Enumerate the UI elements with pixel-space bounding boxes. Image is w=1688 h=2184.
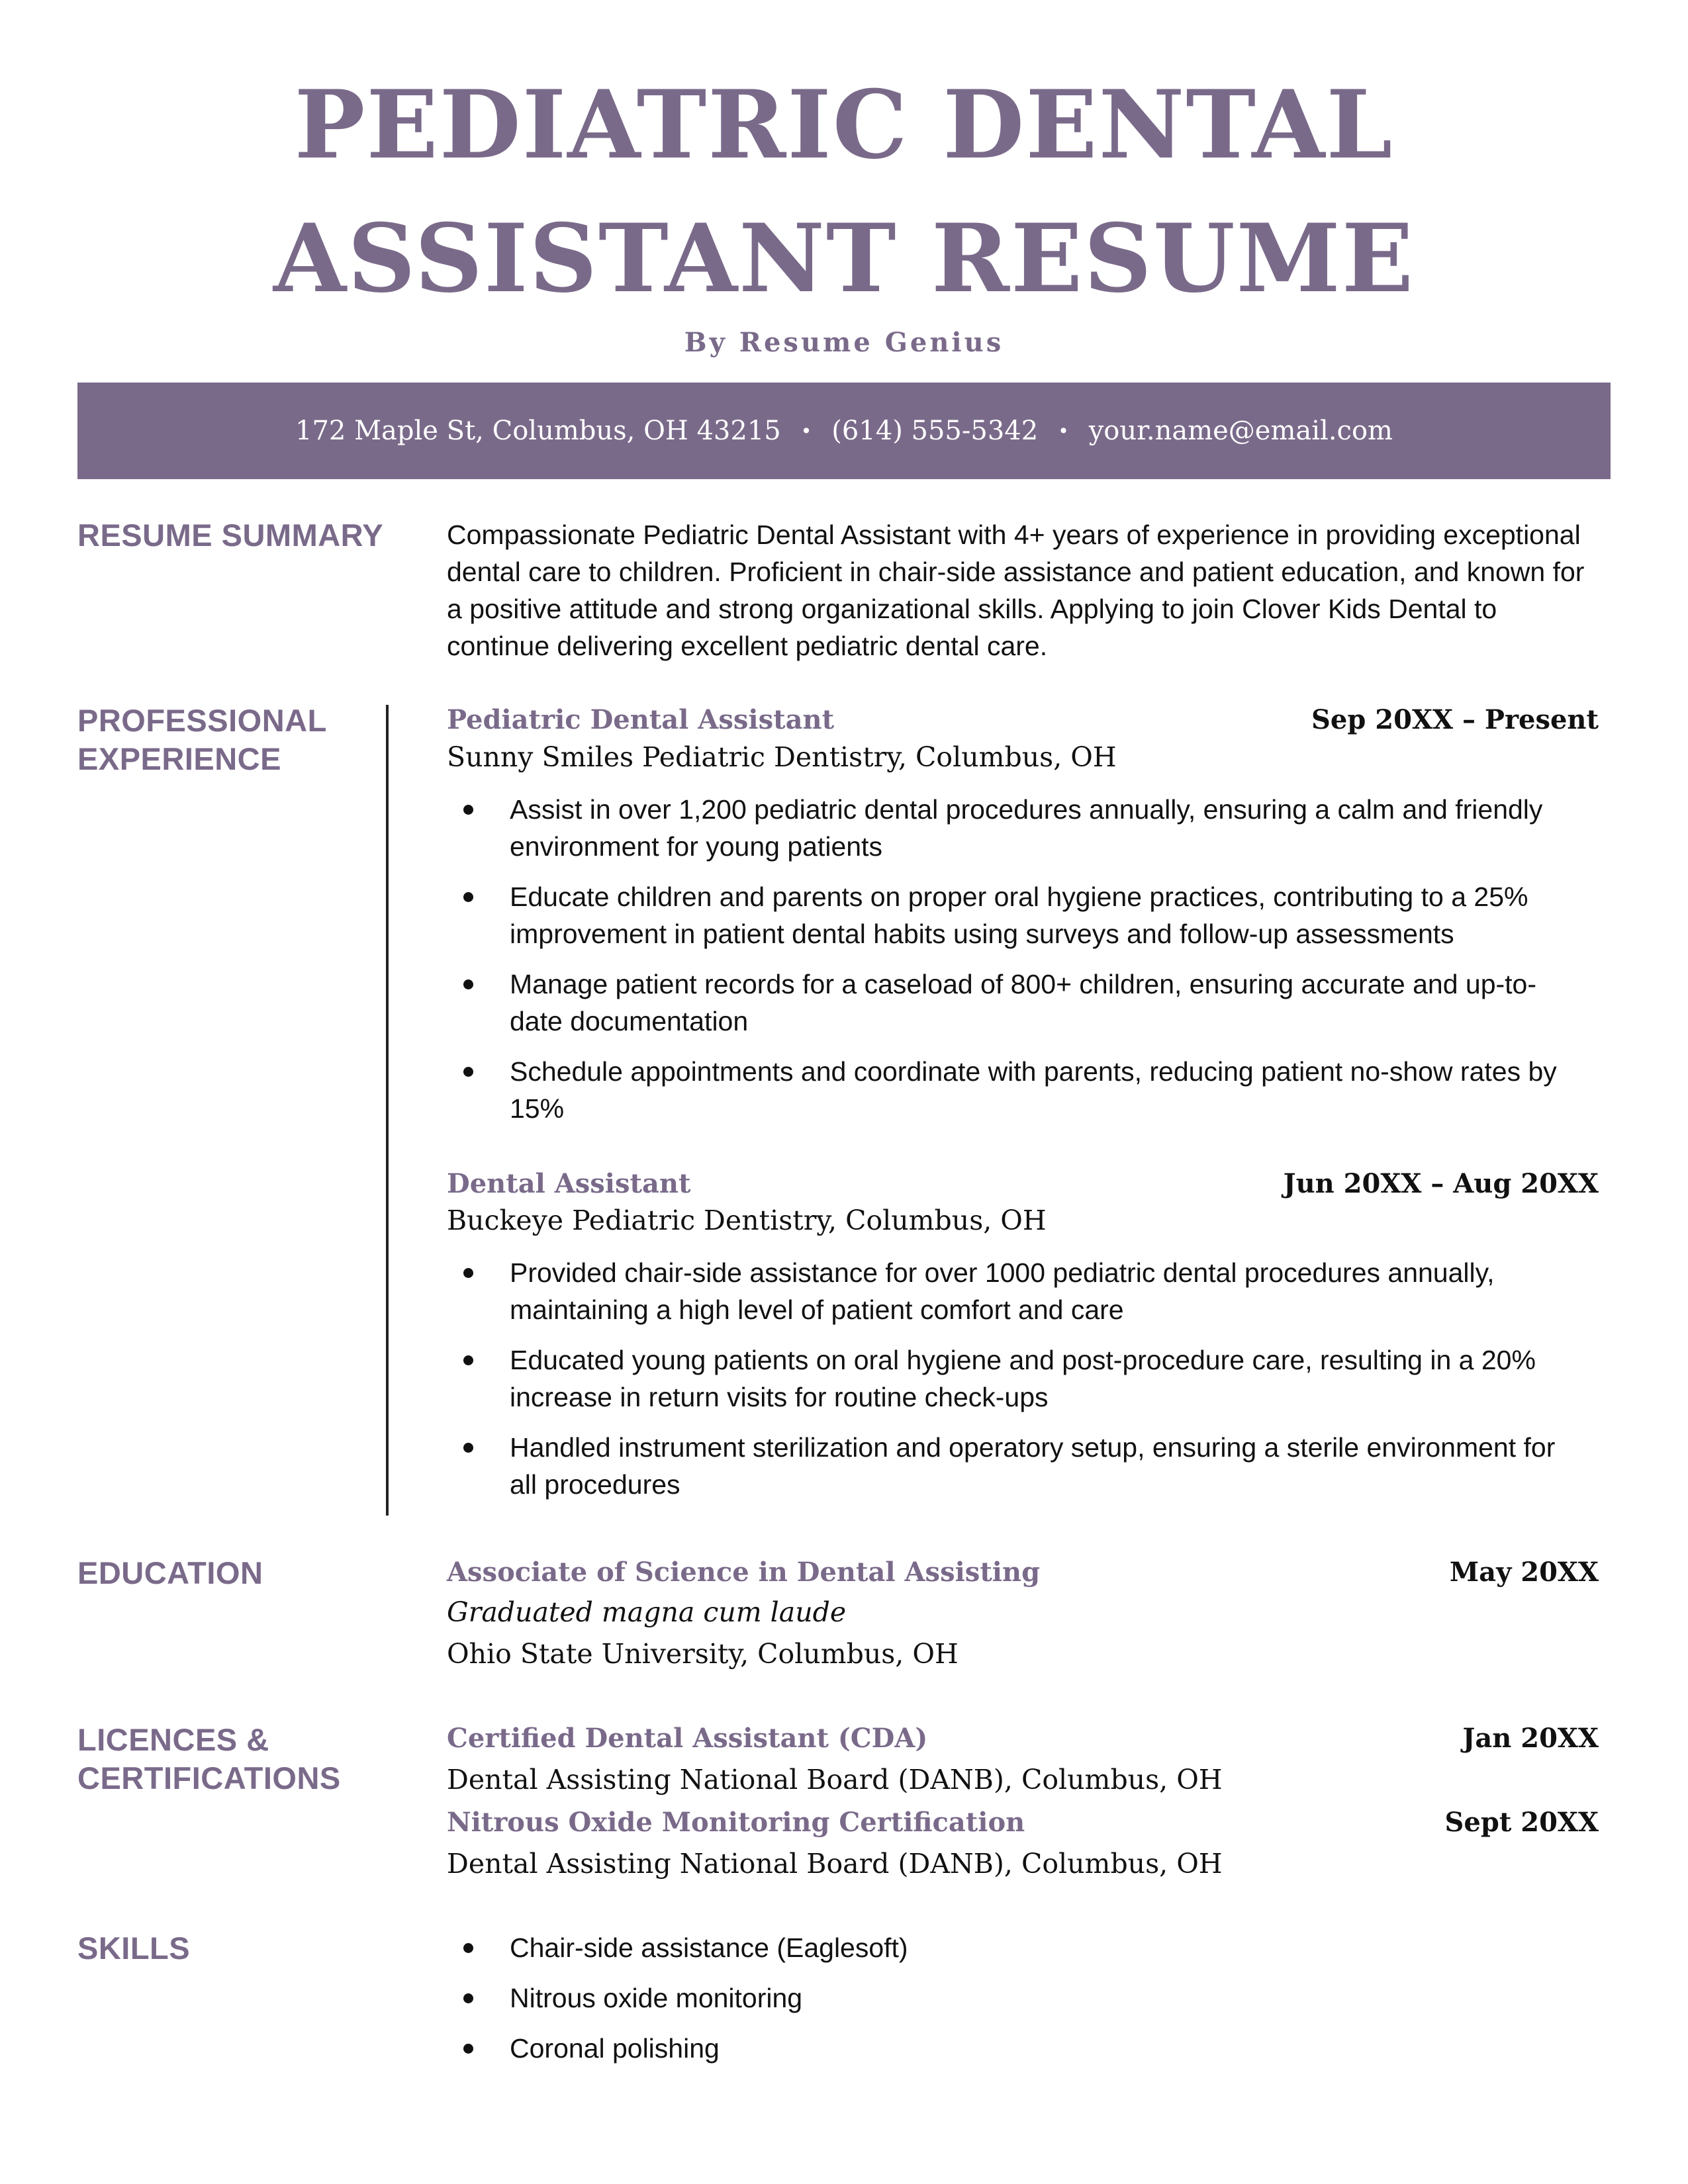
bullet-text: Educated young patients on oral hygiene and post-procedure care, resulting in a 20% increase in return visits for routine check-ups: [510, 1345, 1536, 1412]
certifications-heading-line1: LICENCES &: [77, 1722, 269, 1757]
experience-heading: [77, 702, 395, 778]
summary-heading: RESUME SUMMARY: [77, 518, 384, 553]
education-school: Ohio State University, Columbus, OH: [447, 1638, 959, 1670]
bullet-text: Provided chair-side assistance for over 1000 pediatric dental procedures annually, maintaining a high level of patient comfort and care: [510, 1257, 1495, 1325]
bullet-dot: [463, 1993, 473, 2003]
job-header: [447, 704, 1599, 744]
contact-address: 172 Maple St, Columbus, OH 43215: [295, 416, 781, 446]
contact-bar: [77, 383, 1611, 479]
list-item: [447, 1053, 1559, 1127]
job-company: Sunny Smiles Pediatric Dentistry, Columbus, OH: [447, 741, 1117, 773]
bullet-text: Schedule appointments and coordinate with parents, reducing patient no-show rates by 15%: [510, 1056, 1557, 1124]
certification-date: Sept 20XX: [1444, 1807, 1599, 1838]
degree-date: May 20XX: [1449, 1557, 1599, 1588]
job-title: Dental Assistant: [447, 1168, 691, 1199]
list-item: [447, 1254, 1559, 1328]
job-dates: Sep 20XX – Present: [1311, 704, 1599, 735]
bullet-dot: [463, 979, 473, 989]
skills-list: [447, 1929, 1559, 2080]
list-item: [447, 2030, 1559, 2067]
resume-title-line2: ASSISTANT RESUME: [273, 204, 1415, 314]
certification-issuer: Dental Assisting National Board (DANB), Columbus, OH: [447, 1764, 1223, 1796]
contact-email: your.name@email.com: [1088, 416, 1393, 446]
certifications-heading-line2: CERTIFICATIONS: [77, 1760, 341, 1796]
bullet-dot: [463, 1355, 473, 1365]
certification-header: [447, 1807, 1599, 1846]
degree-title: Associate of Science in Dental Assisting: [447, 1557, 1041, 1588]
skill-text: Coronal polishing: [510, 2033, 720, 2064]
contact-phone: (614) 555-5342: [831, 416, 1039, 446]
job-dates: Jun 20XX – Aug 20XX: [1283, 1168, 1599, 1199]
list-item: [447, 791, 1559, 865]
certification-date: Jan 20XX: [1462, 1723, 1599, 1754]
bullet-dot: [463, 1268, 473, 1278]
certification-issuer: Dental Assisting National Board (DANB), Columbus, OH: [447, 1848, 1223, 1880]
list-item: [447, 1929, 1559, 1966]
skill-text: Chair-side assistance (Eaglesoft): [510, 1933, 908, 1963]
bullet-dot: [463, 892, 473, 902]
experience-heading-line1: PROFESSIONAL: [77, 703, 327, 738]
bullet-dot: [463, 2044, 473, 2054]
experience-divider: [386, 705, 389, 1516]
bullet-dot: [463, 1443, 473, 1453]
list-item: [447, 1342, 1559, 1416]
skills-heading: SKILLS: [77, 1931, 191, 1966]
skill-text: Nitrous oxide monitoring: [510, 1983, 803, 2013]
resume-title-line1: PEDIATRIC DENTAL: [294, 70, 1394, 180]
job-bullets: [447, 1254, 1559, 1516]
bullet-dot: [463, 1943, 473, 1953]
byline: By Resume Genius: [684, 327, 1004, 358]
bullet-text: Handled instrument sterilization and operatory setup, ensuring a sterile environment for all procedures: [510, 1432, 1556, 1500]
bullet-text: Assist in over 1,200 pediatric dental procedures annually, ensuring a calm and friendly environment for young patients: [510, 794, 1543, 862]
list-item: [447, 966, 1559, 1040]
bullet-dot: [463, 805, 473, 815]
bullet-dot: [463, 1067, 473, 1077]
certification-name: Certified Dental Assistant (CDA): [447, 1723, 928, 1754]
certification-header: [447, 1723, 1599, 1762]
contact-separator: •: [800, 420, 812, 442]
bullet-text: Manage patient records for a caseload of 800+ children, ensuring accurate and up-to-date documentation: [510, 969, 1536, 1036]
contact-separator: •: [1058, 420, 1069, 442]
education-honor: Graduated magna cum laude: [447, 1596, 847, 1628]
job-title: Pediatric Dental Assistant: [447, 704, 835, 735]
certification-name: Nitrous Oxide Monitoring Certification: [447, 1807, 1025, 1838]
list-item: [447, 1429, 1559, 1503]
job-company: Buckeye Pediatric Dentistry, Columbus, OH: [447, 1205, 1047, 1236]
certifications-heading: [77, 1721, 395, 1797]
job-header: [447, 1168, 1599, 1208]
list-item: [447, 878, 1559, 952]
job-bullets: [447, 791, 1559, 1140]
list-item: [447, 1979, 1559, 2017]
bullet-text: Educate children and parents on proper oral hygiene practices, contributing to a 25% improvement in patient dental habits using surveys and follow-up assessments: [510, 882, 1528, 949]
summary-text: Compassionate Pediatric Dental Assistant with 4+ years of experience in providing exceptional dental care to children. Proficient in chair-side assistance and patient education, and known for a positive attitude and strong organizational skills. Applying to join Clover Kids Dental to continue delivering excellent pediatric dental care.: [447, 520, 1585, 661]
experience-heading-line2: EXPERIENCE: [77, 741, 281, 776]
education-header: [447, 1557, 1599, 1596]
education-heading: EDUCATION: [77, 1555, 263, 1590]
